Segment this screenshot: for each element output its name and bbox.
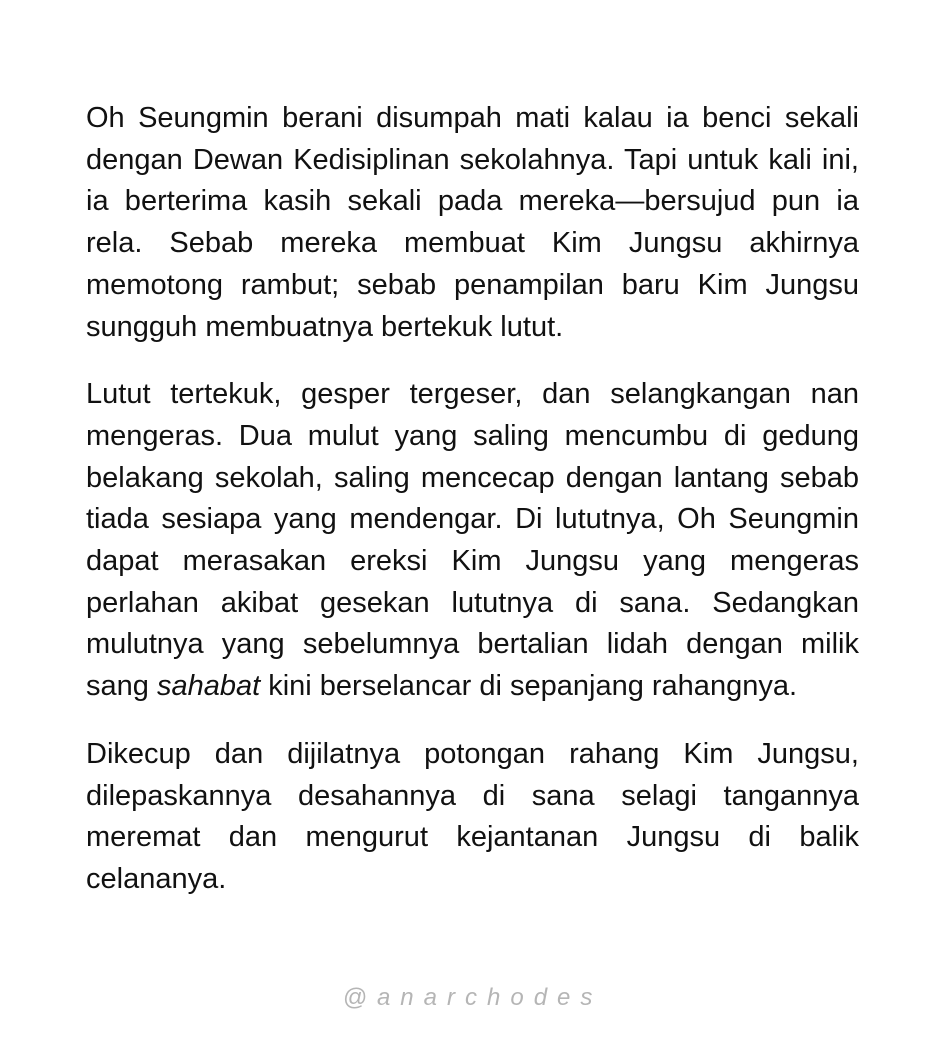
paragraph-2-text-end: kini berselancar di sepanjang rahangnya. xyxy=(260,670,798,703)
paragraph-2-text-start: Lutut tertekuk, gesper tergeser, dan selangkangan nan mengeras. Dua mulut yang saling mencumbu di gedung belakang sekolah, saling mencecap dengan lantang sebab tiada sesiapa yang mendengar. Di lututnya, Oh Seungmin dapat merasakan ereksi Kim Jungsu yang mengeras perlahan akibat gesekan lututnya di sana. Sedangkan mulutnya yang sebelumnya bertalian lidah dengan milik sang xyxy=(86,378,859,703)
watermark: @anarchodes xyxy=(342,984,603,1011)
paragraph-2 xyxy=(86,374,859,708)
story-text xyxy=(86,98,859,901)
paragraph-1: Oh Seungmin berani disumpah mati kalau ia benci sekali dengan Dewan Kedisiplinan sekolahnya. Tapi untuk kali ini, ia berterima kasih sekali pada mereka—bersujud pun ia rela. Sebab mereka membuat Kim Jungsu akhirnya memotong rambut; sebab penampilan baru Kim Jungsu sungguh membuatnya bertekuk lutut. xyxy=(86,102,859,343)
italic-word: sahabat xyxy=(156,670,261,703)
paragraph-3: Dikecup dan dijilatnya potongan rahang Kim Jungsu, dilepaskannya desahannya di sana selagi tangannya meremat dan mengurut kejantanan Jungsu di balik celananya. xyxy=(86,737,859,895)
